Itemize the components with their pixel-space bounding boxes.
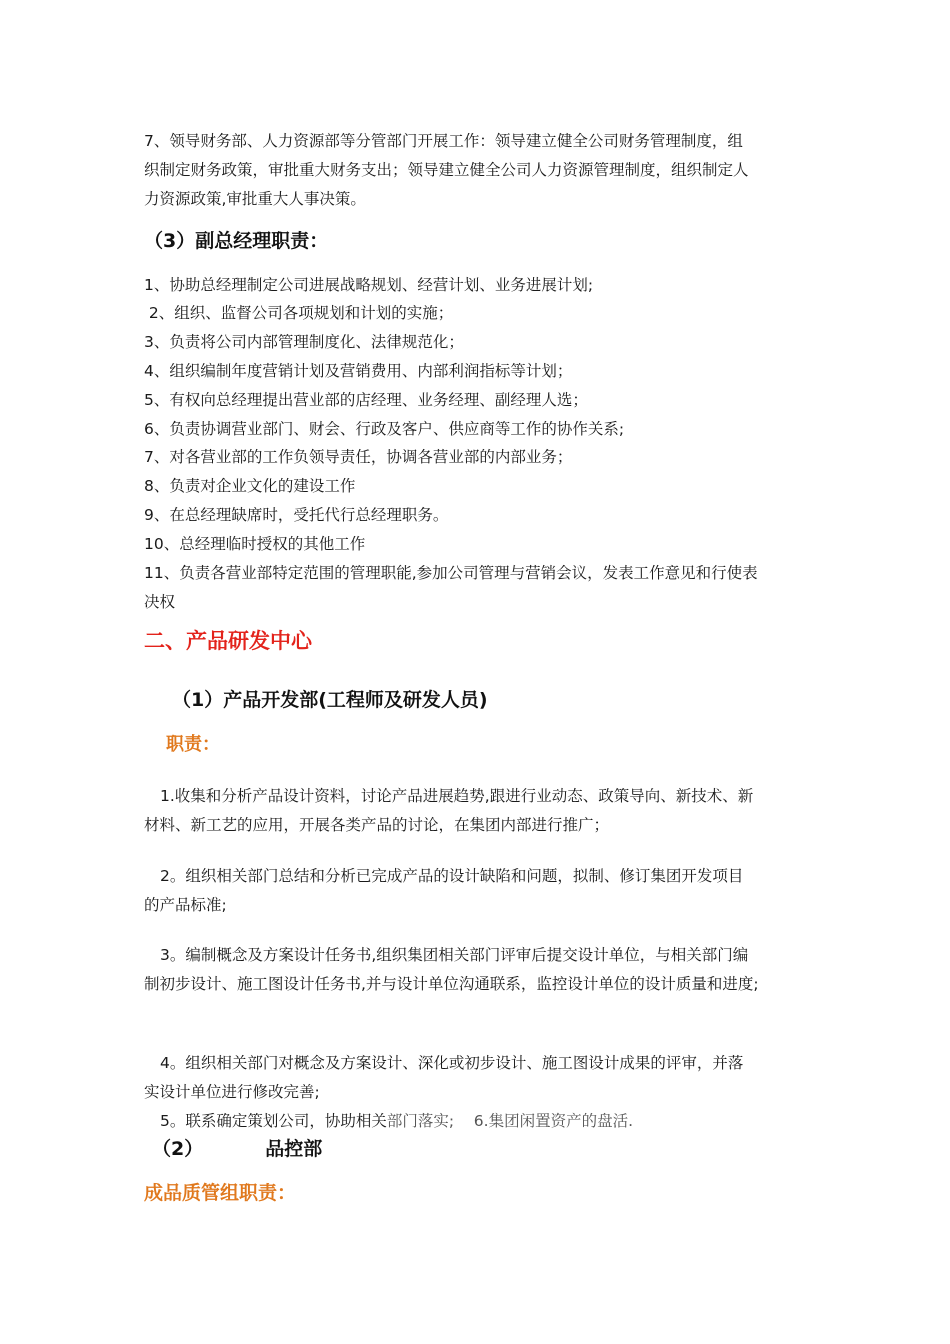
vp-item: 7、对各营业部的工作负领导责任，协调各营业部的内部业务； [144,448,573,466]
intro-line-1: 7、领导财务部、人力资源部等分管部门开展工作：领导建立健全公司财务管理制度，组 [144,132,743,150]
qc-heading-number: （2） [152,1138,204,1160]
paragraph-5-part-a: 5。联系确定策划公司，协助相关 [160,1112,387,1130]
paragraph-1-line-1: 1.收集和分析产品设计资料，讨论产品进展趋势,跟进行业动态、政策导向、新技术、新 [160,787,754,805]
vp-item: 10、总经理临时授权的其他工作 [144,535,366,553]
vp-item: 5、有权向总经理提出营业部的店经理、业务经理、副经理人选； [144,391,588,409]
product-dev-dept-heading: （1）产品开发部(工程师及研发人员) [172,689,488,711]
vp-item: 6、负责协调营业部门、财会、行政及客户、供应商等工作的协作关系; [144,420,625,438]
paragraph-2-line-2: 的产品标准; [144,896,227,914]
qc-heading-title: 品控部 [265,1138,323,1160]
paragraph-1-line-2: 材料、新工艺的应用，开展各类产品的讨论，在集团内部进行推广； [144,816,610,834]
paragraph-5 [160,1111,633,1131]
vp-item: 1、协助总经理制定公司进展战略规划、经营计划、业务进展计划; [144,276,594,294]
vp-item: 11、负责各营业部特定范围的管理职能,参加公司管理与营销会议，发表工作意见和行使表 [144,564,758,582]
paragraph-4-line-2: 实设计单位进行修改完善; [144,1083,320,1101]
paragraph-2-line-1: 2。组织相关部门总结和分析已完成产品的设计缺陷和问题，拟制、修订集团开发项目 [160,867,744,885]
vp-item: 3、负责将公司内部管理制度化、法律规范化； [144,333,464,351]
vp-item: 4、组织编制年度营销计划及营销费用、内部利润指标等计划； [144,362,573,380]
vp-duties-heading: （3）副总经理职责： [144,230,329,252]
rd-center-heading: 二、产品研发中心 [144,629,312,653]
intro-line-2: 织制定财务政策，审批重大财务支出；领导建立健全公司人力资源管理制度，组织制定人 [144,161,749,179]
duty-label: 职责： [166,734,220,755]
vp-item: 9、在总经理缺席时，受托代行总经理职务。 [144,506,449,524]
paragraph-5-part-b: 部门落实; 6.集团闲置资产的盘活. [386,1112,634,1130]
finished-product-qc-heading: 成品质管组职责： [144,1182,297,1204]
vp-item: 决权 [144,593,176,611]
paragraph-3-line-1: 3。编制概念及方案设计任务书,组织集团相关部门评审后提交设计单位，与相关部门编 [160,946,749,964]
intro-line-3: 力资源政策,审批重大人事决策。 [144,190,366,208]
vp-item: 8、负责对企业文化的建设工作 [144,477,356,495]
paragraph-4-line-1: 4。组织相关部门对概念及方案设计、深化或初步设计、施工图设计成果的评审，并落 [160,1054,744,1072]
quality-control-heading [152,1139,322,1159]
paragraph-3-line-2: 制初步设计、施工图设计任务书,并与设计单位沟通联系，监控设计单位的设计质量和进度; [144,975,759,993]
vp-item: 2、组织、监督公司各项规划和计划的实施； [144,304,454,322]
